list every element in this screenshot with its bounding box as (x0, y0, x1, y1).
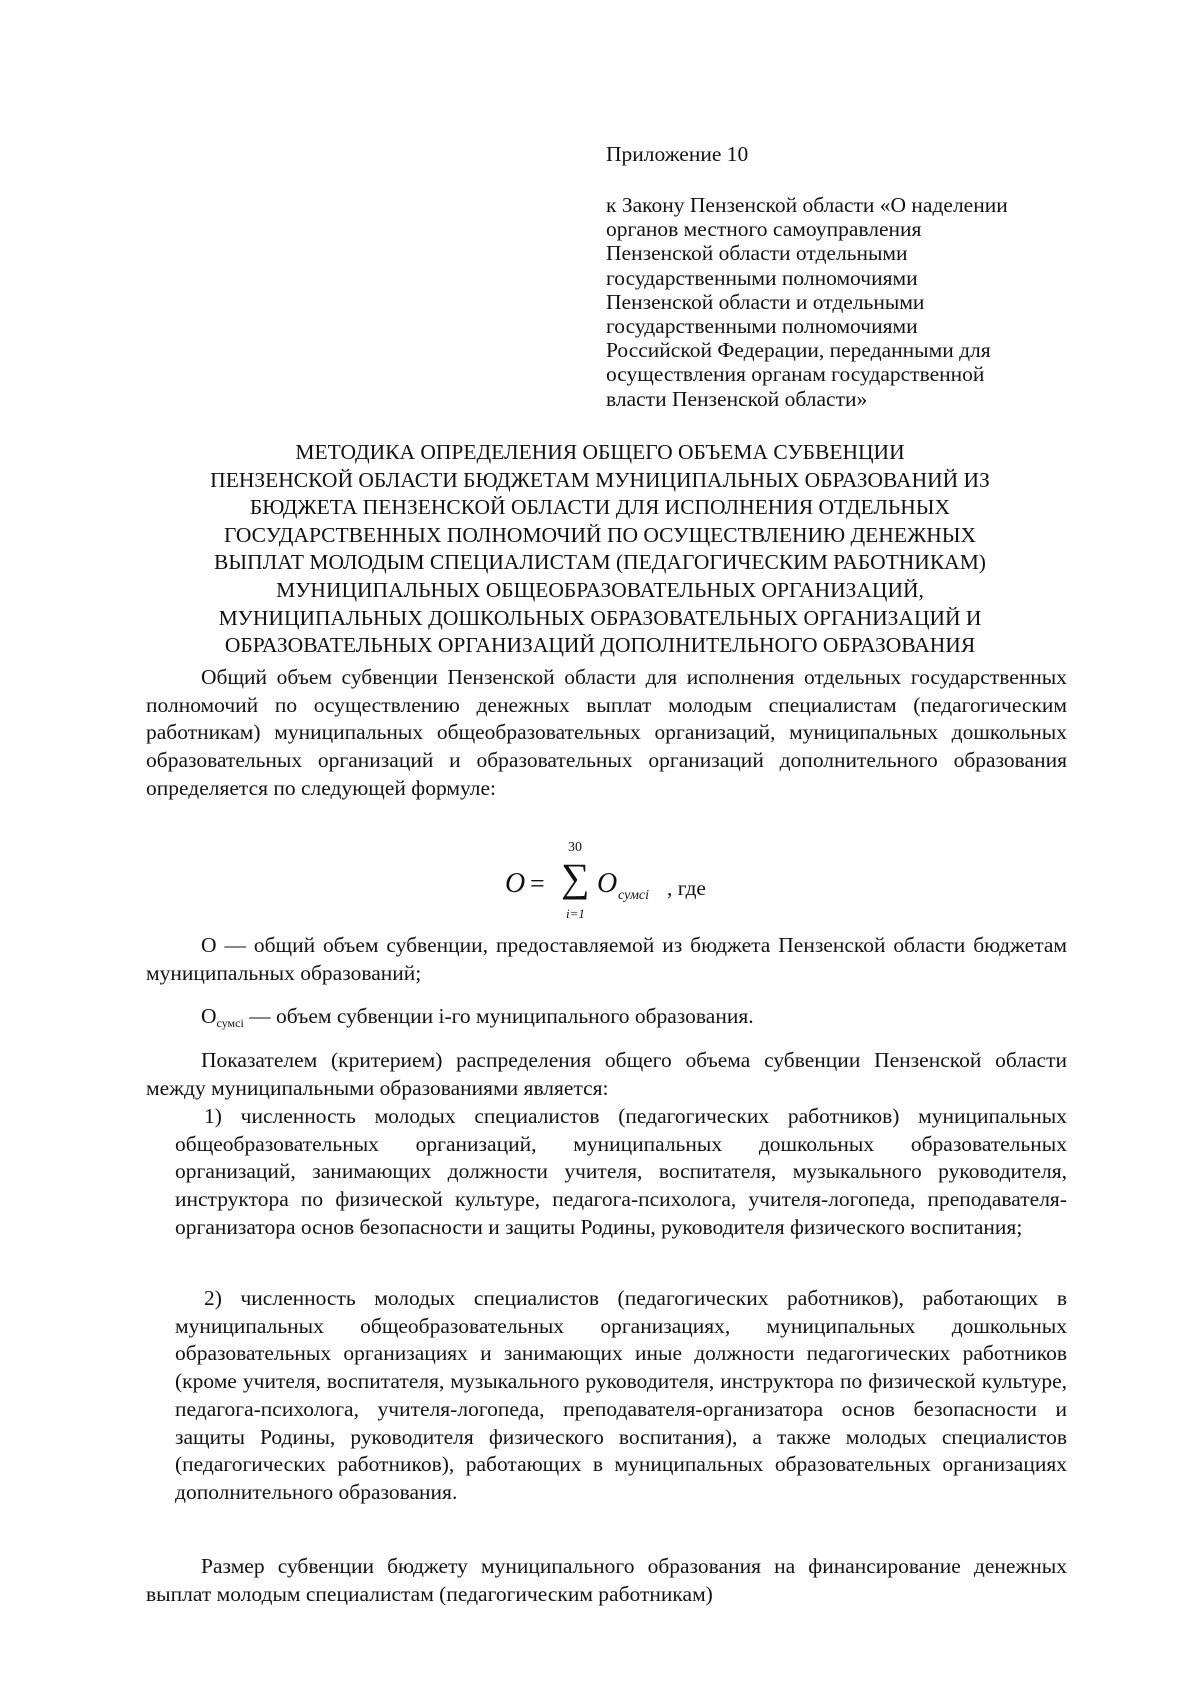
formula-term-subscript: сумсi (618, 888, 650, 903)
criterion-intro: Показателем (критерием) распределения общего объема субвенции Пензенской области между муниципальными образованиями является: (146, 1048, 1067, 1100)
formula-lhs: O (505, 868, 526, 899)
criterion-item: 1) численность молодых специалистов (педагогических работников) муниципальных общеобразовательных организаций, муниципальных дошкольных образовательных организаций, занимающих должности учителя, воспитателя, музыкального руководителя, инструктора по физической культуре, педагога-психолога, учителя-логопеда, преподавателя-организатора основ безопасности и защиты Родины, руководителя физического воспитания; (175, 1104, 1067, 1239)
title-line: МУНИЦИПАЛЬНЫХ ОБЩЕОБРАЗОВАТЕЛЬНЫХ ОРГАНИЗАЦИЙ, (276, 577, 924, 602)
formula-suffix: , где (667, 876, 706, 900)
appendix-reference-line: власти Пензенской области» (606, 386, 868, 411)
sum-symbol: ∑ (561, 855, 590, 900)
formula-equals: = (530, 869, 545, 898)
appendix-reference-line: Российской Федерации, переданными для (606, 338, 991, 363)
appendix-reference-line: к Закону Пензенской области «О наделении (606, 193, 1008, 217)
title-line: ОБРАЗОВАТЕЛЬНЫХ ОРГАНИЗАЦИЙ ДОПОЛНИТЕЛЬНОГО ОБРАЗОВАНИЯ (224, 633, 976, 658)
osum-symbol: О (201, 1004, 217, 1028)
appendix-reference-line: государственными полномочиями (606, 314, 918, 339)
appendix-reference-line: государственными полномочиями (606, 265, 918, 290)
appendix-reference-line: органов местного самоуправления (606, 217, 922, 242)
appendix-title: Приложение 10 (606, 142, 749, 166)
appendix-reference-line: Пензенской области отдельными (606, 241, 908, 266)
title-line: МУНИЦИПАЛЬНЫХ ДОШКОЛЬНЫХ ОБРАЗОВАТЕЛЬНЫХ ОРГАНИЗАЦИЙ И (218, 605, 982, 630)
appendix-reference (606, 193, 1076, 411)
criterion-item: 2) численность молодых специалистов (педагогических работников), работающих в муниципальных общеобразовательных организациях, муниципальных дошкольных образовательных организациях и занимающих иные должности педагогических работников (кроме учителя, воспитателя, музыкального руководителя, инструктора по физической культуре, педагога-психолога, учителя-логопеда, преподавателя-организатора основ безопасности и защиты Родины, руководителя физического воспитания), а также молодых специалистов (педагогических работников), работающих в муниципальных образовательных организациях дополнительного образования. (175, 1286, 1067, 1504)
osum-text: — объем субвенции i-го муниципального образования. (243, 1004, 754, 1028)
title-line: БЮДЖЕТА ПЕНЗЕНСКОЙ ОБЛАСТИ ДЛЯ ИСПОЛНЕНИЯ ОТДЕЛЬНЫХ (249, 495, 951, 520)
closing-paragraph: Размер субвенции бюджету муниципального образования на финансирование денежных выплат молодым специалистам (педагогическим работникам) (146, 1554, 1067, 1606)
intro-paragraph: Общий объем субвенции Пензенской области для исполнения отдельных государственных полномочий по осуществлению денежных выплат молодым специалистам (педагогическим работникам) муниципальных общеобразовательных организаций, муниципальных дошкольных образовательных организаций и образовательных организаций дополнительного образования определяется по следующей формуле: (146, 665, 1067, 800)
appendix-reference-line: Пензенской области и отдельными (606, 289, 925, 314)
formula-lower-limit: i=1 (566, 906, 585, 921)
title-line: МЕТОДИКА ОПРЕДЕЛЕНИЯ ОБЩЕГО ОБЪЕМА СУБВЕНЦИИ (295, 440, 905, 464)
title-line: ПЕНЗЕНСКОЙ ОБЛАСТИ БЮДЖЕТАМ МУНИЦИПАЛЬНЫХ ОБРАЗОВАНИЙ ИЗ (210, 467, 990, 492)
formula (505, 840, 765, 924)
title-line: ГОСУДАРСТВЕННЫХ ПОЛНОМОЧИЙ ПО ОСУЩЕСТВЛЕНИЮ ДЕНЕЖНЫХ (223, 522, 977, 547)
title-line: ВЫПЛАТ МОЛОДЫМ СПЕЦИАЛИСТАМ (ПЕДАГОГИЧЕСКИМ РАБОТНИКАМ) (214, 550, 986, 575)
osum-subscript: сумсi (216, 1016, 244, 1030)
formula-upper-limit: 30 (568, 840, 582, 855)
definition-o: О — общий объем субвенции, предоставляемой из бюджета Пензенской области бюджетам муниципальных образований; (146, 933, 1067, 985)
appendix-reference-line: осуществления органам государственной (606, 362, 985, 387)
definition-osum (146, 1003, 1067, 1038)
document-title (130, 439, 1070, 660)
formula-term: O (597, 868, 618, 899)
